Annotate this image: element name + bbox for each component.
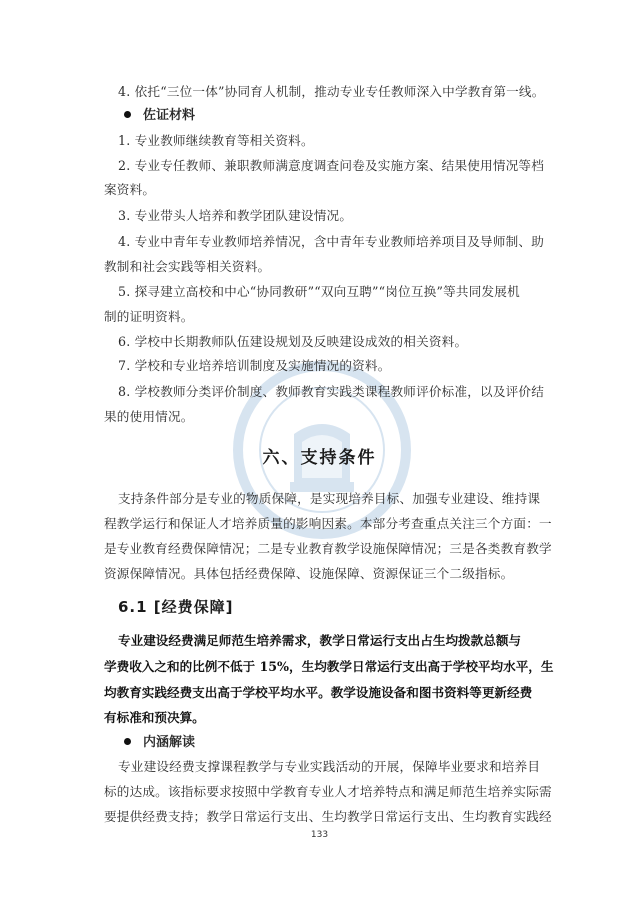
- standard-line: 学费收入之和的比例不低于 15%，生均教学日常运行支出高于学校平均水平，生: [104, 659, 554, 674]
- page-number: 133: [310, 830, 329, 840]
- evidence-line: 1. 专业教师继续教育等相关资料。: [118, 133, 314, 148]
- meaning-line: 要提供经费支持；教学日常运行支出、生均教学日常运行支出、生均教育实践经: [104, 809, 552, 824]
- intro-line: 是专业教育经费保障情况；二是专业教育教学设施保障情况；三是各类教育教学: [104, 541, 552, 556]
- evidence-line: 2. 专业专任教师、兼职教师满意度调查问卷及实施方案、结果使用情况等档: [118, 158, 545, 173]
- evidence-line: 7. 学校和专业培养培训制度及实施情况的资料。: [118, 358, 391, 373]
- evidence-line: 教制和社会实践等相关资料。: [104, 259, 271, 274]
- meaning-line: 专业建设经费支撑课程教学与专业实践活动的开展，保障毕业要求和培养目: [118, 759, 541, 774]
- bullet-label: 内涵解读: [143, 735, 196, 750]
- standard-line: 均教育实践经费支出高于学校平均水平。教学设施设备和图书资料等更新经费: [104, 685, 533, 700]
- bullet-heading-meaning: [124, 735, 524, 751]
- bullet-dot-icon: [124, 111, 131, 118]
- meaning-line: 标的达成。该指标要求按照中学教育专业人才培养特点和满足师范生培养实际需: [104, 784, 552, 799]
- evidence-line: 果的使用情况。: [104, 409, 194, 424]
- evidence-line: 6. 学校中长期教师队伍建设规划及反映建设成效的相关资料。: [118, 334, 468, 349]
- evidence-line: 8. 学校教师分类评价制度、教师教育实践类课程教师评价标准，以及评价结: [118, 384, 545, 399]
- section-title: 六、支持条件: [262, 448, 377, 468]
- text-line-top: 4. 依托“三位一体”协同育人机制，推动专业专任教师深入中学教育第一线。: [118, 84, 545, 99]
- evidence-line: 5. 探寻建立高校和中心“协同教研”“双向互聘”“岗位互换”等共同发展机: [118, 284, 520, 299]
- intro-line: 支持条件部分是专业的物质保障，是实现培养目标、加强专业建设、维持课: [118, 491, 541, 506]
- bullet-label: 佐证材料: [143, 108, 196, 123]
- evidence-line: 制的证明资料。: [104, 309, 194, 324]
- evidence-line: 3. 专业带头人培养和教学团队建设情况。: [118, 208, 353, 223]
- intro-line: 程教学运行和保证人才培养质量的影响因素。本部分考查重点关注三个方面：一: [104, 516, 552, 531]
- standard-line: 专业建设经费满足师范生培养需求，教学日常运行支出占生均拨款总额与: [118, 633, 521, 648]
- standard-line: 有标准和预决算。: [104, 710, 205, 725]
- evidence-line: 4. 专业中青年专业教师培养情况，含中青年专业教师培养项目及导师制、助: [118, 234, 545, 249]
- bullet-heading-evidence: [124, 108, 524, 124]
- sub-heading: 6.1 [经费保障]: [118, 598, 234, 616]
- intro-line: 资源保障情况。具体包括经费保障、设施保障、资源保证三个二级指标。: [104, 566, 514, 581]
- bullet-dot-icon: [124, 738, 131, 745]
- evidence-line: 案资料。: [104, 182, 156, 197]
